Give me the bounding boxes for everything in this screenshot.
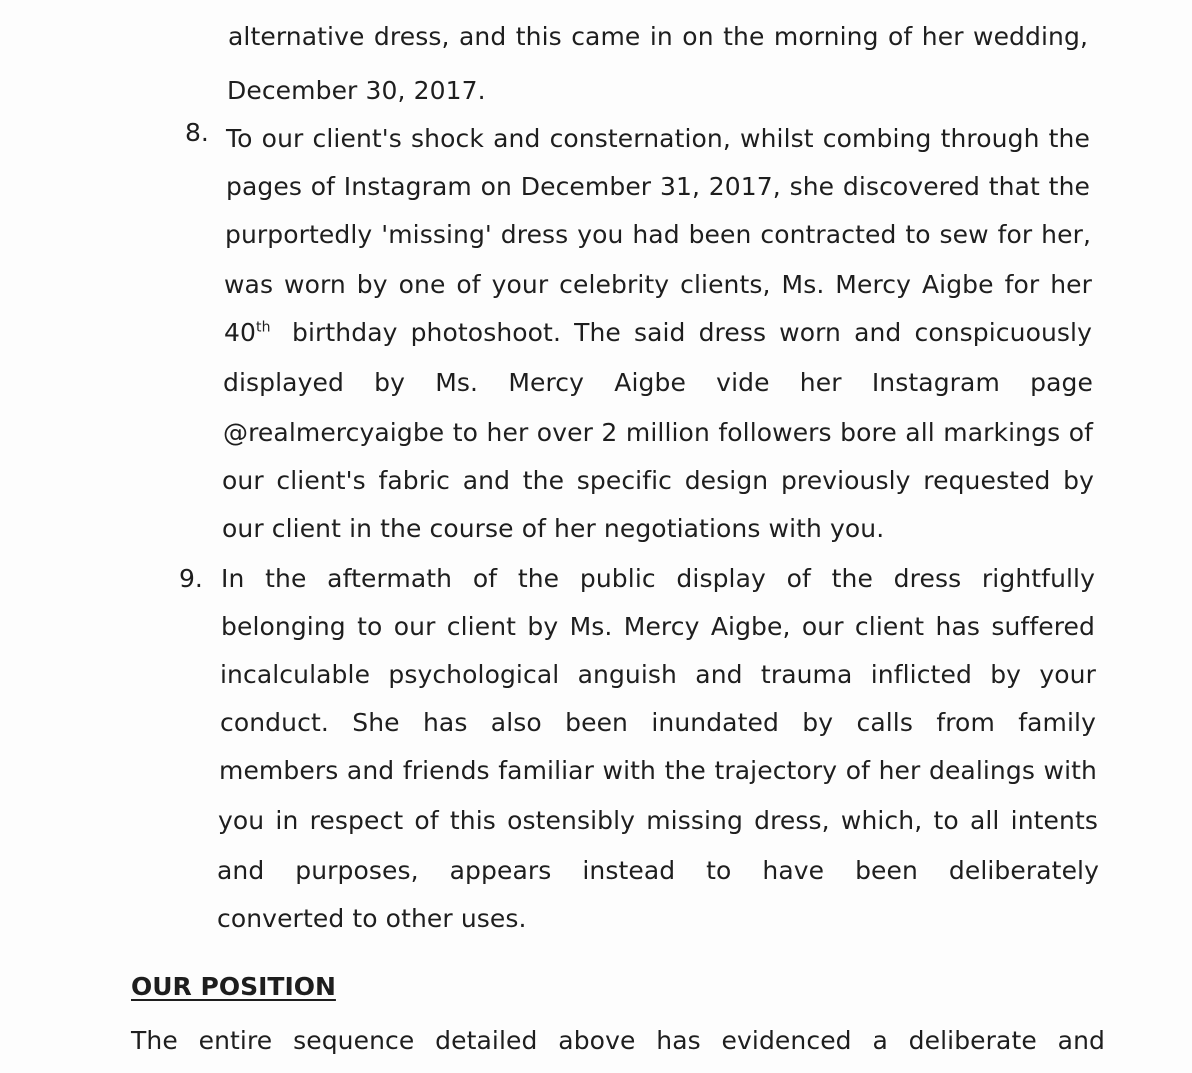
paragraph-number: 8. [185,118,209,147]
section-heading: OUR POSITION [131,972,336,1001]
body-text-line: our client's fabric and the specific design previously requested by [222,466,1094,495]
body-text-line: converted to other uses. [217,904,527,933]
body-text-line: pages of Instagram on December 31, 2017, she discovered that the [226,172,1090,201]
paragraph-number: 9. [179,564,203,593]
body-text-line: alternative dress, and this came in on the morning of her wedding, [228,22,1088,51]
body-text-line: our client in the course of her negotiations with you. [222,514,885,543]
body-text-line: members and friends familiar with the trajectory of her dealings with [219,756,1097,785]
ordinal-number: 40th [224,318,271,347]
body-text-line: The entire sequence detailed above has evidenced a deliberate and [131,1026,1105,1055]
body-text-line: displayed by Ms. Mercy Aigbe vide her Instagram page [223,368,1093,397]
body-text-segment: birthday photoshoot. The said dress worn and conspicuously [292,318,1092,347]
body-text-line: and purposes, appears instead to have been deliberately [217,856,1099,885]
body-text-line: @realmercyaigbe to her over 2 million followers bore all markings of [223,418,1093,447]
body-text-line: incalculable psychological anguish and trauma inflicted by your [220,660,1096,689]
body-text-line: To our client's shock and consternation, whilst combing through the [226,124,1090,153]
body-text-line: conduct. She has also been inundated by calls from family [220,708,1096,737]
body-text-line [224,316,1092,350]
body-text-line: purportedly 'missing' dress you had been contracted to sew for her, [225,220,1091,249]
body-text-line: was worn by one of your celebrity clients, Ms. Mercy Aigbe for her [224,270,1092,299]
body-text-line: belonging to our client by Ms. Mercy Aigbe, our client has suffered [221,612,1095,641]
body-text-line: December 30, 2017. [227,76,486,105]
body-text-line: In the aftermath of the public display of the dress rightfully [221,564,1095,593]
body-text-line: you in respect of this ostensibly missing dress, which, to all intents [218,806,1098,835]
